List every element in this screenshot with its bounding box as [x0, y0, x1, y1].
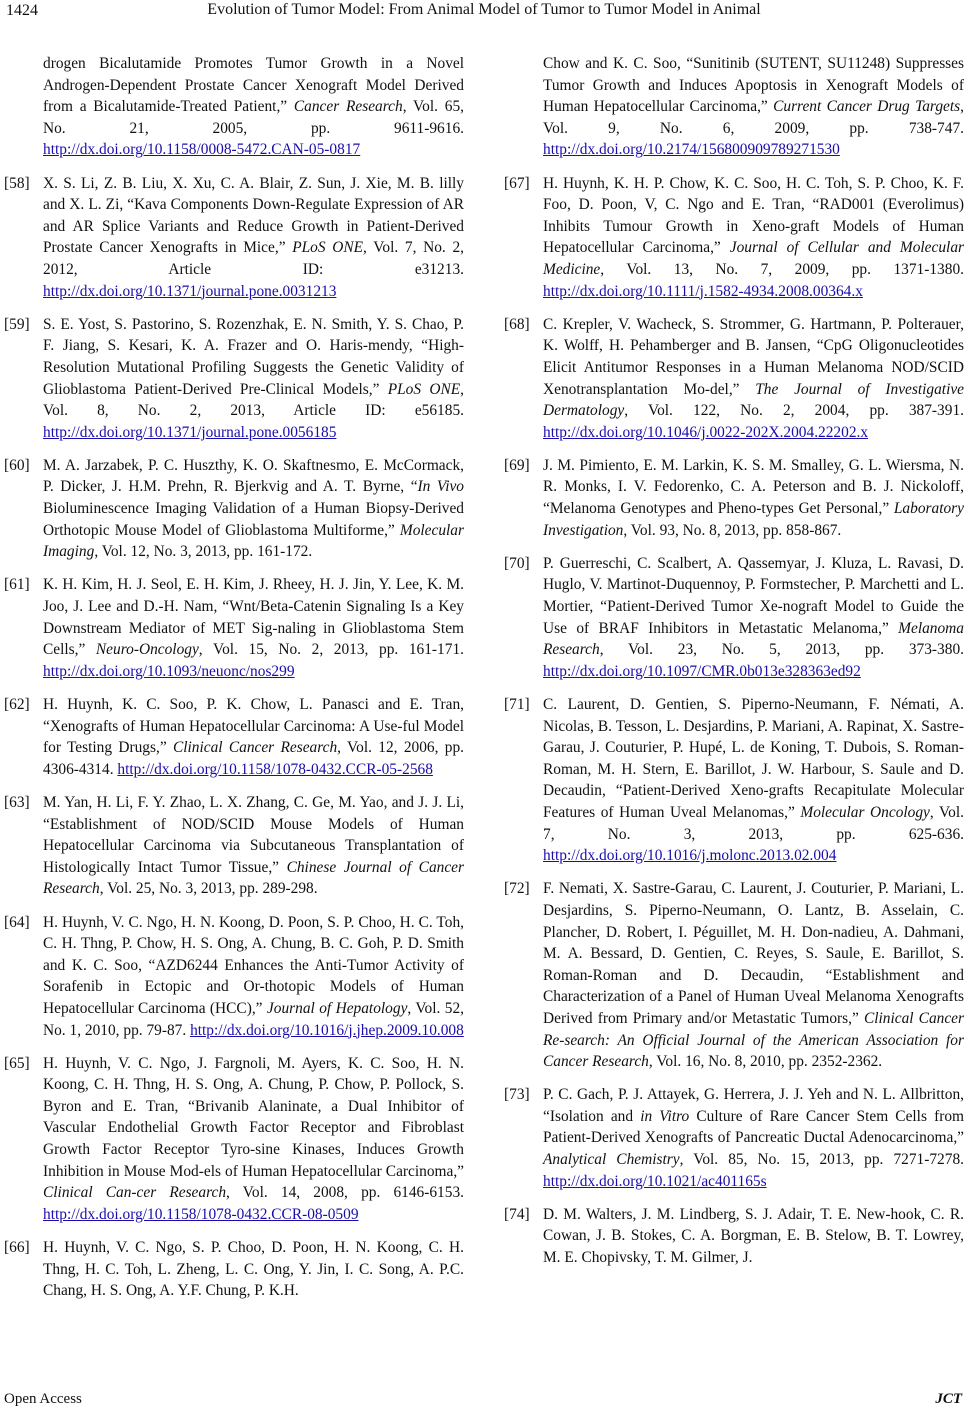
ref-text: P. C. Gach, P. J. Attayek, G. Herrera, J. J. Yeh and N. L. Allbritton, “Isolation and — [543, 1086, 964, 1125]
doi-link[interactable]: http://dx.doi.org/10.2174/156800909789271530 — [543, 141, 840, 159]
ref-text: C. Krepler, V. Wacheck, S. Strommer, G. Hartmann, P. Polterauer, K. Wolff, H. Pehamberger and B. Jansen, “CpG Oligonucleotides Elicit Antitumor Responses in a Human Melanoma NOD/SCID Xenotransplantation Mo-del,” — [543, 315, 964, 398]
ref-journal: Chinese Journal of Cancer Research — [43, 858, 464, 898]
doi-link[interactable]: http://dx.doi.org/10.1097/CMR.0b013e328363ed92 — [543, 662, 861, 680]
ref-text: , Vol. 15, No. 2, 2013, pp. 161-171. — [198, 641, 464, 659]
ref-text: , Vol. 13, No. 7, 2009, pp. 1371-1380. — [600, 260, 964, 278]
reference-number: [65] — [4, 1054, 30, 1072]
ref-journal: The Journal of Investigative Dermatology — [543, 380, 965, 420]
reference-entry — [504, 553, 964, 683]
reference-entry — [4, 1237, 464, 1302]
ref-journal: Melanoma Research — [543, 619, 964, 659]
reference-number: [69] — [504, 456, 530, 474]
reference-entry — [4, 912, 464, 1042]
ref-text: M. A. Jarzabek, P. C. Huszthy, K. O. Skaftnesmo, E. McCormack, P. Dicker, J. H.M. Prehn, R. Bjerkvig and A. T. Byrne, “ — [43, 456, 464, 496]
reference-number: [70] — [504, 554, 530, 572]
ref-text: D. M. Walters, J. M. Lindberg, S. J. Adair, T. E. New-hook, C. R. Cowan, J. B. Stokes, C. A. Borgman, E. B. Stelow, B. T. Lowrey, M. E. Chopivsky, T. M. Gilmer, J. — [543, 1205, 964, 1267]
ref-text: M. Yan, H. Li, F. Y. Zhao, L. X. Zhang, C. Ge, M. Yao, and J. J. Li, “Establishment of NOD/SCID Mouse Models of Human Hepatocellular Carcinoma via Subcutaneous Transplantation of Histologically Intact Tumor Tissue,” — [43, 793, 464, 876]
ref-text: X. S. Li, Z. B. Liu, X. Xu, C. A. Blair, Z. Sun, J. Xie, M. B. lilly and X. L. Zi, “Kava Components Down-Regulate Expression of AR and AR Splice Variants and Reduce Growth in Patient-Derived Prostate Cancer Xenografts in Mice,” — [43, 174, 464, 257]
ref-journal: Molecular Oncology — [800, 803, 930, 821]
ref-text: S. E. Yost, S. Pastorino, S. Rozenzhak, E. N. Smith, Y. S. Chao, P. F. Jiang, S. Kesari, K. A. Frazer and O. Haris-mendy, “High-Resolution Mutational Profiling Suggests the Genetic Validity of Glioblastoma Patient-Derived Pre-Clinical Models,” — [43, 315, 464, 398]
ref-text: , Vol. 52, No. 1, 2010, pp. 79-87. — [43, 999, 464, 1039]
ref-journal: Current Cancer Drug Targets — [773, 98, 961, 116]
footer-journal: JCT — [935, 1391, 962, 1407]
ref-text: , Vol. 7, No. 2, 2012, Article ID: e31213. — [43, 239, 464, 278]
ref-text: H. Huynh, V. C. Ngo, S. P. Choo, D. Poon, H. N. Koong, C. H. Thng, H. C. Toh, L. Zheng, L. C. Ong, Y. Jin, I. C. Song, A. P.C. Chang, H. S. Ong, A. Y.F. Chung, P. K.H. — [43, 1239, 464, 1300]
reference-number: [72] — [504, 880, 530, 898]
ref-journal: Clinical Cancer Research — [172, 739, 338, 757]
doi-link[interactable]: http://dx.doi.org/10.1158/0008-5472.CAN-05-0817 — [43, 141, 361, 159]
ref-text: Culture of Rare Cancer Stem Cells from Patient-Derived Xenografts of Pancreatic Ductal Adenocarcinoma,” — [543, 1107, 965, 1147]
reference-entry — [504, 173, 964, 303]
ref-text: , Vol. 8, No. 2, 2013, Article ID: e56185. — [43, 380, 464, 420]
ref-journal: Molecular Imaging — [43, 521, 464, 561]
doi-link[interactable]: http://dx.doi.org/10.1111/j.1582-4934.2008.00364.x — [543, 282, 863, 300]
ref-journal: Journal of Hepatology — [266, 999, 408, 1017]
reference-number: [59] — [4, 315, 30, 333]
reference-number: [60] — [4, 456, 30, 474]
ref-journal: Neuro-Oncology — [95, 641, 199, 659]
ref-text: H. Huynh, K. H. P. Chow, K. C. Soo, H. C. Toh, S. P. Choo, K. F. Foo, D. Poon, V, C. Ngo and E. Tran, “RAD001 (Everolimus) Inhibits Tumour Growth in Xeno-graft Models of Human Hepatocellular Carcinoma,” — [543, 174, 964, 257]
ref-text: Chow and K. C. Soo, “Sunitinib (SUTENT, SU11248) Suppresses Tumor Growth and Induces Apoptosis in Xenograft Models of Human Hepatocellular Carcinoma,” — [543, 55, 964, 116]
ref-text: , Vol. 25, No. 3, 2013, pp. 289-298. — [99, 880, 318, 898]
reference-continuation — [504, 53, 964, 161]
reference-number: [58] — [4, 174, 30, 192]
ref-text: H. Huynh, V. C. Ngo, H. N. Koong, D. Poon, S. P. Choo, H. C. Toh, C. H. Thng, P. Chow, H. S. Ong, A. Chung, B. C. Goh, P. D. Smith and K. C. Soo, “AZD6244 Enhances the Anti-Tumor Activity of Sorafenib in Ectopic and Or-thotopic Models of Human Hepatocellular Carcinoma (HCC),” — [43, 913, 464, 1017]
ref-text: , Vol. 7, No. 3, 2013, pp. 625-636. — [543, 803, 964, 843]
doi-link[interactable]: http://dx.doi.org/10.1158/1078-0432.CCR-08-0509 — [43, 1205, 359, 1223]
doi-link[interactable]: http://dx.doi.org/10.1016/j.jhep.2009.10.008 — [190, 1021, 464, 1039]
ref-text: , Vol. 93, No. 8, 2013, pp. 858-867. — [623, 521, 842, 539]
reference-entry — [4, 694, 464, 780]
reference-number: [68] — [504, 315, 530, 333]
reference-entry — [4, 574, 464, 682]
ref-text: C. Laurent, D. Gentien, S. Piperno-Neumann, F. Némati, A. Nicolas, B. Tesson, L. Desjardins, P. Mariani, A. Rapinat, X. Sastre-Garau, J. Couturier, P. Hupé, L. de Koning, T. Dubois, S. Roman-Roman, M. H. Stern, E. Barillot, J. W. Harbour, S. Saule and D. Decaudin, “Patient-Derived Xeno-grafts Recapitulate Molecular Features of Human Uveal Melanomas,” — [543, 696, 964, 821]
reference-number: [71] — [504, 696, 530, 713]
ref-journal: Laboratory Investigation — [543, 500, 964, 539]
reference-entry — [4, 1053, 464, 1226]
reference-entry — [504, 314, 964, 444]
ref-text: , Vol. 23, No. 5, 2013, pp. 373-380. — [599, 641, 964, 659]
doi-link[interactable]: http://dx.doi.org/10.1371/journal.pone.0031213 — [43, 282, 337, 300]
ref-text: , Vol. 12, No. 3, 2013, pp. 161-172. — [94, 543, 313, 561]
doi-link[interactable]: http://dx.doi.org/10.1021/ac401165s — [543, 1172, 767, 1190]
ref-text: P. Guerreschi, C. Scalbert, A. Qassemyar, J. Kluza, L. Ravasi, D. Huglo, V. Martinot-Duquennoy, P. Formstecher, P. Marchetti and L. Mortier, “Patient-Derived Tumor Xe-nograft Model to Guide the Use of BRAF Inhibitors in Metastatic Melanoma,” — [543, 554, 964, 637]
reference-entry — [4, 314, 464, 444]
ref-text: H. Huynh, K. C. Soo, P. K. Chow, L. Panasci and E. Tran, “Xenografts of Human Hepatocellular Carcinoma: A Use-ful Model for Testing Drugs,” — [43, 696, 464, 757]
ref-text: F. Nemati, X. Sastre-Garau, C. Laurent, J. Couturier, P. Mariani, L. Desjardins, S. Piperno-Neumann, O. Lantz, B. Asselain, C. Plancher, D. Robert, I. Péguillet, M. H. Don-nadieu, A. Dahmani, M. A. Bessard, D. Gentien, C. Reyes, S. Saule, E. Barillot, S. Roman-Roman and D. Decaudin, “Establishment and Characterization of a Panel of Human Uveal Melanoma Xenografts Derived from Primary and/or Metastatic Tumors,” — [543, 880, 964, 1027]
reference-number: [64] — [4, 913, 30, 931]
footer-publisher: Open Access — [4, 1391, 82, 1407]
ref-text: , Vol. 12, 2006, pp. 4306-4314. — [43, 739, 464, 778]
ref-journal: in Vitro — [640, 1107, 690, 1125]
reference-entry — [4, 455, 464, 563]
doi-link[interactable]: http://dx.doi.org/10.1016/j.molonc.2013.02.004 — [543, 847, 837, 865]
page-number: 1424 — [6, 2, 38, 19]
left-column — [4, 53, 464, 1313]
ref-journal: PLoS ONE — [387, 380, 461, 398]
ref-text: , Vol. 85, No. 15, 2013, pp. 7271-7278. — [679, 1151, 964, 1169]
ref-text: , Vol. 122, No. 2, 2004, pp. 387-391. — [624, 402, 964, 420]
reference-number: [62] — [4, 696, 30, 713]
doi-link[interactable]: http://dx.doi.org/10.1046/j.0022-202X.2004.22202.x — [543, 423, 869, 441]
reference-entry — [504, 694, 964, 867]
doi-link[interactable]: http://dx.doi.org/10.1371/journal.pone.0056185 — [43, 423, 337, 441]
ref-text: K. H. Kim, H. J. Seol, E. H. Kim, J. Rheey, H. J. Jin, Y. Lee, K. M. Joo, J. Lee and D.-H. Nam, “Wnt/Beta-Catenin Signaling Is a Key Downstream Mediator of MET Sig-naling in Glioblastoma Stem Cells,” — [43, 576, 464, 659]
ref-text: , Vol. 9, No. 6, 2009, pp. 738-747. — [543, 98, 964, 137]
ref-journal: Clinical Cancer Re-search: An Official Journal of the American Association for Cancer Research — [543, 1009, 964, 1071]
ref-journal: In Vivo — [417, 478, 464, 496]
reference-entry — [504, 878, 964, 1072]
reference-number: [66] — [4, 1239, 30, 1257]
ref-journal: Cancer Research — [293, 98, 403, 116]
running-title: Evolution of Tumor Model: From Animal Model of Tumor to Tumor Model in Animal — [207, 1, 761, 18]
page-header — [0, 0, 968, 28]
reference-number: [67] — [504, 174, 530, 192]
reference-entry — [504, 1204, 964, 1269]
ref-text: , Vol. 14, 2008, pp. 6146-6153. — [226, 1184, 464, 1202]
page-footer — [0, 1391, 968, 1413]
doi-link[interactable]: http://dx.doi.org/10.1158/1078-0432.CCR-05-2568 — [117, 760, 433, 778]
ref-text: H. Huynh, V. C. Ngo, J. Fargnoli, M. Ayers, K. C. Soo, H. N. Koong, C. H. Thng, H. S. Ong, A. Chung, P. Chow, P. Pollock, S. Byron and E. Tran, “Brivanib Alaninate, a Dual Inhibitor of Vascular Endothelial Growth Factor Receptor and Fibroblast Growth Factor Receptor Tyro-sine Kinases, Induces Growth Inhibition in Mouse Mod-els of Human Hepatocellular Carcinoma,” — [43, 1054, 464, 1180]
reference-entry — [504, 1084, 964, 1192]
reference-number: [63] — [4, 793, 30, 811]
ref-text: Bioluminescence Imaging Validation of a Human Biopsy-Derived Orthotopic Mouse Model of Glioblastoma Multiforme,” — [43, 500, 464, 539]
ref-text: drogen Bicalutamide Promotes Tumor Growth in a Novel Androgen-Dependent Prostate Cancer Xenograft Model Derived from a Bicalutamide-Treated Patient,” — [43, 55, 464, 116]
reference-number: [61] — [4, 576, 30, 594]
ref-text: , Vol. 16, No. 8, 2010, pp. 2352-2362. — [648, 1053, 883, 1071]
right-column — [504, 53, 964, 1280]
reference-continuation — [4, 53, 464, 161]
reference-number: [74] — [504, 1205, 530, 1223]
ref-text: , Vol. 65, No. 21, 2005, pp. 9611-9616. — [43, 98, 464, 137]
reference-entry — [504, 455, 964, 541]
reference-entry — [4, 173, 464, 303]
ref-journal: PLoS ONE — [292, 239, 364, 257]
ref-journal: Analytical Chemistry — [543, 1151, 680, 1169]
ref-text: J. M. Pimiento, E. M. Larkin, K. S. M. Smalley, G. L. Wiersma, N. R. Monks, I. V. Fedorenko, C. A. Peterson and B. J. Nickoloff, “Melanoma Genotypes and Pheno-types Get Personal,” — [543, 456, 964, 518]
reference-entry — [4, 792, 464, 900]
ref-journal: Clinical Can-cer Research — [43, 1184, 227, 1202]
ref-journal: Journal of Cellular and Molecular Medicine — [543, 239, 965, 278]
doi-link[interactable]: http://dx.doi.org/10.1093/neuonc/nos299 — [43, 662, 295, 680]
reference-number: [73] — [504, 1086, 530, 1104]
